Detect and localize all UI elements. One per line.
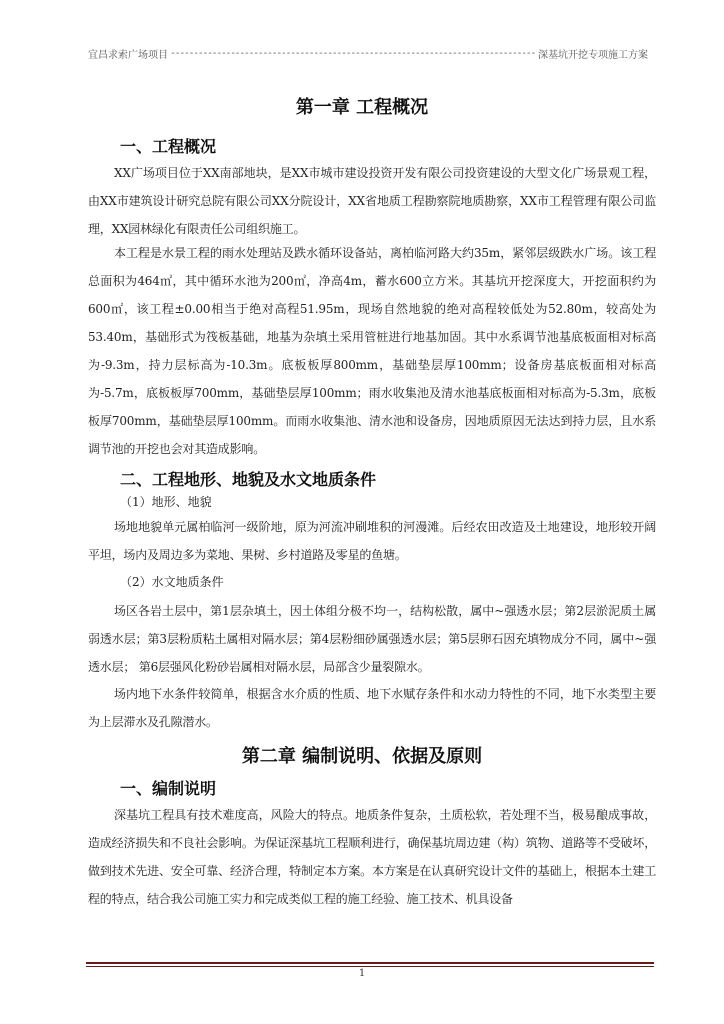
chapter-1-title: 第一章 工程概况 xyxy=(295,97,429,118)
project-overview-paragraph: XX广场项目位于XX南部地块，是XX市城市建设投资开发有限公司投资建设的大型文化广场景观工程，由XX市建筑设计研究总院有限公司XX分院设计，XX省地质工程勘察院地质勘察，XX市工程管理有限公司监理，XX园林绿化有限责任公司组织施工。 xyxy=(88,166,656,236)
terrain-subheading: （1）地形、地貌 xyxy=(120,495,212,509)
chapter-2-title: 第二章 编制说明、依据及原则 xyxy=(241,746,483,767)
header-project-name: 宜昌求索广场项目 xyxy=(88,49,168,61)
page-number: 1 xyxy=(358,968,366,979)
header-document-title: 深基坑开挖专项施工方案 xyxy=(538,49,648,61)
soil-layers-paragraph: 场区各岩土层中，第1层杂填土，因土体组分极不均一，结构松散，属中~强透水层；第2层淤泥质土属弱透水层；第3层粉质粘土属相对隔水层；第4层粉细砂属强透水层；第5层卵石因充填物成分不同，属中~强透水层； 第6层强风化粉砂岩属相对隔水层，局部含少量裂隙水。 xyxy=(88,604,656,674)
hydrogeology-subheading: （2）水文地质条件 xyxy=(120,575,224,589)
header-dash-rule xyxy=(170,48,536,59)
section-2-title: 二、工程地形、地貌及水文地质条件 xyxy=(120,470,377,489)
section-1-title: 一、工程概况 xyxy=(120,137,217,156)
footer-rule-thin xyxy=(86,966,654,967)
compilation-paragraph: 深基坑工程具有技术难度高，风险大的特点。地质条件复杂，土质松软，若处理不当，极易酿成事故，造成经济损失和不良社会影响。为保证深基坑工程顺利进行，确保基坑周边建（构）筑物、道路等不受破坏，做到技术先进、安全可靠、经济合理，特制定本方案。本方案是在认真研究设计文件的基础上，根据本土建工程的特点，结合我公司施工实力和完成类似工程的施工经验、施工技术、机具设备 xyxy=(88,808,656,906)
project-details-paragraph: 本工程是水景工程的雨水处理站及跌水循环设备站，离柏临河路大约35m，紧邻层级跌水广场。该工程总面积为464㎡，其中循环水池为200㎡，净高4m，蓄水600立方米。其基坑开挖深度大，开挖面积约为600㎡，该工程±0.00相当于绝对高程51.95m，现场自然地貌的绝对高程较低处为52.80m，较高处为53.40m，基础形式为筏板基础，地基为杂填土采用管桩进行地基加固。其中水系调节池基底板面相对标高为-9.3m，持力层标高为-10.3m。底板板厚800mm，基础垫层厚100mm；设备房基底板面相对标高为-5.7m，底板板厚700mm，基础垫层厚100mm；雨水收集池及清水池基底板面相对标高为-5.3m，底板板厚700mm，基础垫层厚100mm。而雨水收集池、清水池和设备房，因地质原因无法达到持力层，且水系调节池的开挖也会对其造成影响。 xyxy=(88,246,656,456)
terrain-paragraph: 场地地貌单元属柏临河一级阶地，原为河流冲刷堆积的河漫滩。后经农田改造及土地建设，地形较开阔平坦，场内及周边多为菜地、果树、乡村道路及零星的鱼塘。 xyxy=(88,520,656,562)
compilation-section-title: 一、编制说明 xyxy=(120,779,217,798)
footer-rule xyxy=(86,962,654,964)
page-header xyxy=(88,43,648,63)
groundwater-paragraph: 场内地下水条件较简单，根据含水介质的性质、地下水赋存条件和水动力特性的不同，地下水类型主要为上层滞水及孔隙潜水。 xyxy=(88,687,656,729)
